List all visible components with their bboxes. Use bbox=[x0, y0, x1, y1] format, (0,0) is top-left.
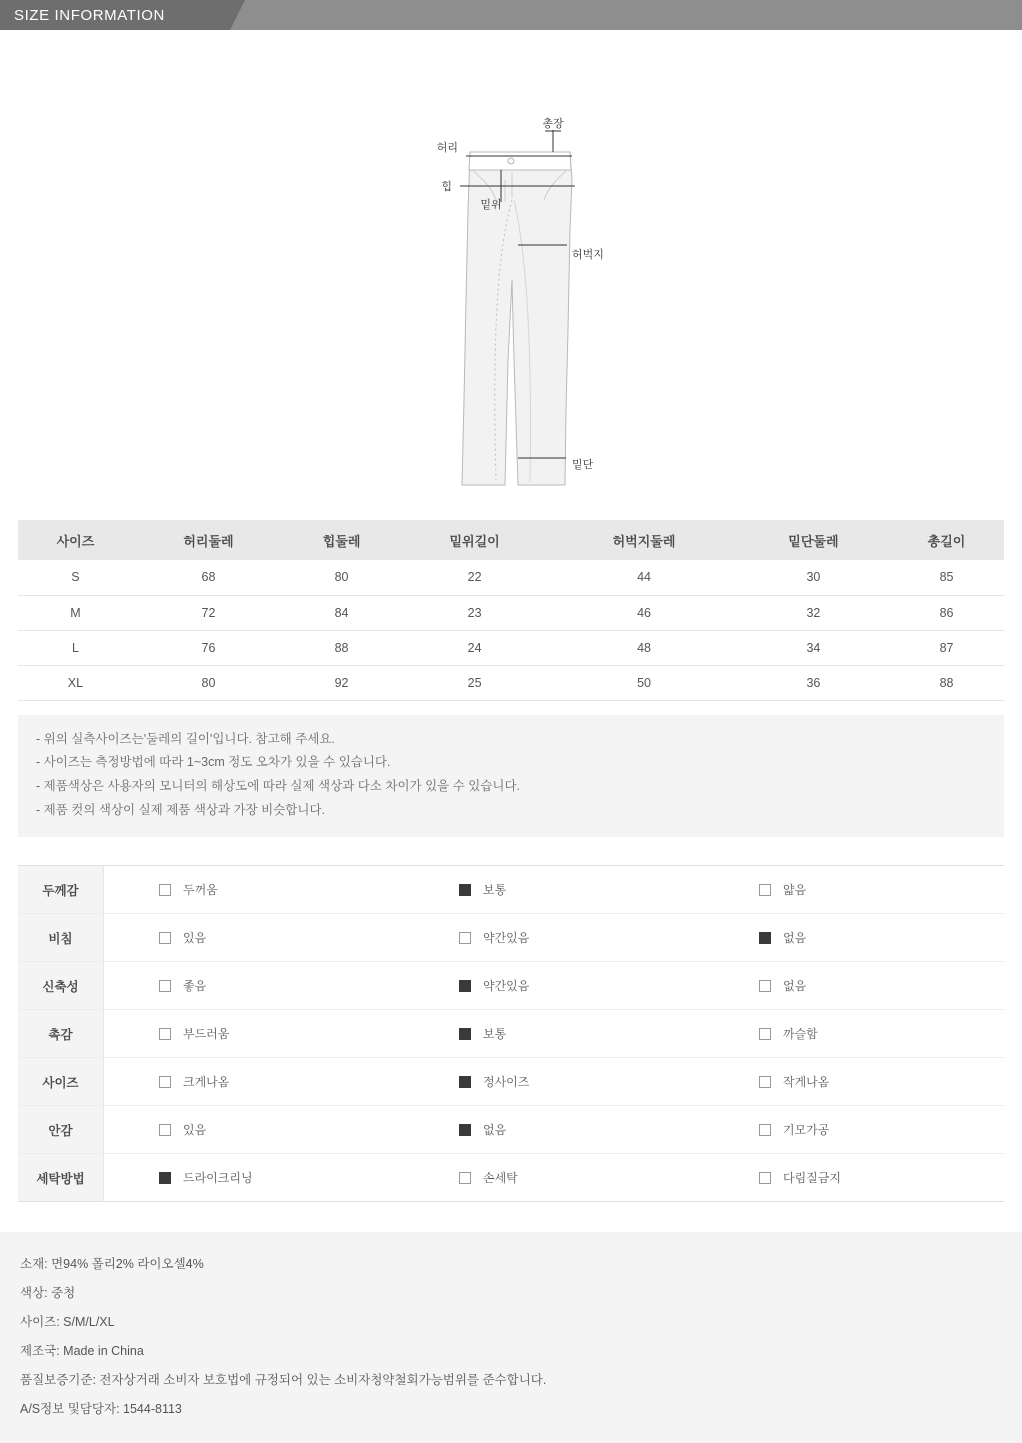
attribute-label: 비침 bbox=[18, 914, 104, 962]
attribute-option[interactable] bbox=[704, 929, 1004, 946]
attribute-option[interactable] bbox=[404, 1025, 704, 1042]
attribute-option[interactable] bbox=[404, 977, 704, 994]
attribute-option[interactable] bbox=[104, 1025, 404, 1042]
table-cell: 30 bbox=[738, 560, 889, 595]
table-cell: 92 bbox=[284, 665, 399, 700]
attribute-option-label: 작게나옴 bbox=[783, 1075, 830, 1089]
checkbox-unchecked-icon[interactable] bbox=[759, 884, 771, 896]
pants-diagram-svg bbox=[0, 30, 1022, 500]
checkbox-checked-icon[interactable] bbox=[459, 1028, 471, 1040]
size-notes bbox=[18, 715, 1004, 838]
table-cell: 32 bbox=[738, 595, 889, 630]
attribute-option-label: 있음 bbox=[183, 1123, 207, 1137]
product-info-line: 사이즈: S/M/L/XL bbox=[20, 1315, 115, 1329]
attribute-row-texture bbox=[18, 1010, 1004, 1058]
attribute-option[interactable] bbox=[704, 881, 1004, 898]
pants-measurement-diagram bbox=[0, 30, 1022, 500]
diagram-label-rise: 밑위 bbox=[480, 199, 502, 211]
table-cell: 80 bbox=[284, 560, 399, 595]
attribute-option[interactable] bbox=[704, 1025, 1004, 1042]
table-cell: 24 bbox=[399, 630, 550, 665]
size-table-header-cell: 허벅지둘레 bbox=[550, 520, 738, 560]
table-cell: 86 bbox=[889, 595, 1004, 630]
attribute-option-label: 까슬함 bbox=[783, 1027, 818, 1041]
table-cell: 87 bbox=[889, 630, 1004, 665]
table-cell: 88 bbox=[284, 630, 399, 665]
attribute-options bbox=[104, 1058, 1005, 1106]
table-cell: 46 bbox=[550, 595, 738, 630]
size-table-header-cell: 밑위길이 bbox=[399, 520, 550, 560]
attribute-row-elasticity bbox=[18, 962, 1004, 1010]
attribute-option[interactable] bbox=[404, 929, 704, 946]
checkbox-unchecked-icon[interactable] bbox=[759, 1028, 771, 1040]
attribute-row-lining bbox=[18, 1106, 1004, 1154]
size-table-header-cell: 밑단둘레 bbox=[738, 520, 889, 560]
attribute-option[interactable] bbox=[404, 1073, 704, 1090]
attribute-option-label: 다림질금지 bbox=[783, 1171, 841, 1185]
attribute-option[interactable] bbox=[104, 1169, 404, 1186]
table-row bbox=[18, 560, 1004, 595]
attribute-options bbox=[104, 962, 1005, 1010]
size-table-header-cell: 총길이 bbox=[889, 520, 1004, 560]
attribute-label: 촉감 bbox=[18, 1010, 104, 1058]
checkbox-unchecked-icon[interactable] bbox=[159, 1028, 171, 1040]
table-cell: M bbox=[18, 595, 133, 630]
attribute-option[interactable] bbox=[404, 1169, 704, 1186]
section-header-bar bbox=[0, 0, 1022, 30]
attribute-option-label: 약간있음 bbox=[483, 931, 530, 945]
table-row bbox=[18, 595, 1004, 630]
table-cell: 44 bbox=[550, 560, 738, 595]
attribute-option-label: 보통 bbox=[483, 1027, 507, 1041]
product-info-line: 품질보증기준: 전자상거래 소비자 보호법에 규정되어 있는 소비자청약철회가능범위를 준수합니다. bbox=[20, 1373, 547, 1387]
checkbox-unchecked-icon[interactable] bbox=[159, 980, 171, 992]
diagram-label-thigh: 허벅지 bbox=[572, 249, 604, 261]
attribute-option-label: 좋음 bbox=[183, 979, 207, 993]
attribute-option-label: 두꺼움 bbox=[183, 883, 218, 897]
checkbox-checked-icon[interactable] bbox=[759, 932, 771, 944]
checkbox-unchecked-icon[interactable] bbox=[459, 1172, 471, 1184]
size-measurement-table bbox=[18, 520, 1004, 701]
attribute-options bbox=[104, 1154, 1005, 1202]
note-line: - 사이즈는 측정방법에 따라 1~3cm 정도 오차가 있을 수 있습니다. bbox=[36, 755, 391, 770]
table-cell: L bbox=[18, 630, 133, 665]
table-cell: 84 bbox=[284, 595, 399, 630]
diagram-label-hem: 밑단 bbox=[572, 459, 594, 471]
checkbox-unchecked-icon[interactable] bbox=[159, 884, 171, 896]
product-info-line: 색상: 중청 bbox=[20, 1286, 76, 1300]
table-cell: 85 bbox=[889, 560, 1004, 595]
checkbox-checked-icon[interactable] bbox=[459, 1124, 471, 1136]
attribute-option[interactable] bbox=[404, 1121, 704, 1138]
product-attributes-table bbox=[18, 865, 1004, 1202]
attribute-option-label: 기모가공 bbox=[783, 1123, 830, 1137]
checkbox-unchecked-icon[interactable] bbox=[159, 1124, 171, 1136]
table-row bbox=[18, 665, 1004, 700]
checkbox-unchecked-icon[interactable] bbox=[159, 932, 171, 944]
attribute-row-size bbox=[18, 1058, 1004, 1106]
checkbox-unchecked-icon[interactable] bbox=[759, 1172, 771, 1184]
attribute-option-label: 있음 bbox=[183, 931, 207, 945]
attribute-label: 신축성 bbox=[18, 962, 104, 1010]
table-cell: 76 bbox=[133, 630, 284, 665]
attribute-options bbox=[104, 914, 1005, 962]
size-table-head bbox=[18, 520, 1004, 560]
attribute-label: 세탁방법 bbox=[18, 1154, 104, 1202]
table-cell: 22 bbox=[399, 560, 550, 595]
checkbox-checked-icon[interactable] bbox=[459, 1076, 471, 1088]
attribute-option[interactable] bbox=[704, 1073, 1004, 1090]
attribute-option-label: 약간있음 bbox=[483, 979, 530, 993]
note-line: - 제품 컷의 색상이 실제 제품 색상과 가장 비슷합니다. bbox=[36, 803, 325, 818]
product-info-line: 제조국: Made in China bbox=[20, 1344, 144, 1358]
checkbox-unchecked-icon[interactable] bbox=[159, 1076, 171, 1088]
size-table-header-cell: 사이즈 bbox=[18, 520, 133, 560]
diagram-label-total-length: 총장 bbox=[542, 118, 564, 130]
checkbox-unchecked-icon[interactable] bbox=[759, 1076, 771, 1088]
table-cell: 80 bbox=[133, 665, 284, 700]
attribute-option-label: 없음 bbox=[783, 931, 807, 945]
attribute-option[interactable] bbox=[404, 881, 704, 898]
attribute-options bbox=[104, 1106, 1005, 1154]
attribute-option[interactable] bbox=[704, 1121, 1004, 1138]
table-cell: XL bbox=[18, 665, 133, 700]
checkbox-checked-icon[interactable] bbox=[159, 1172, 171, 1184]
attribute-option-label: 보통 bbox=[483, 883, 507, 897]
checkbox-unchecked-icon[interactable] bbox=[759, 980, 771, 992]
section-header-tab bbox=[0, 0, 230, 30]
table-cell: 68 bbox=[133, 560, 284, 595]
attribute-option-label: 없음 bbox=[783, 979, 807, 993]
attribute-option[interactable] bbox=[104, 1121, 404, 1138]
diagram-label-hip: 힙 bbox=[441, 181, 452, 193]
table-cell: S bbox=[18, 560, 133, 595]
attribute-row-washing bbox=[18, 1154, 1004, 1202]
note-line: - 위의 실측사이즈는'둘레의 길이'입니다. 참고해 주세요. bbox=[36, 731, 335, 746]
attributes-body bbox=[18, 866, 1004, 1202]
checkbox-unchecked-icon[interactable] bbox=[759, 1124, 771, 1136]
product-info-footer bbox=[0, 1232, 1022, 1443]
diagram-label-waist: 허리 bbox=[436, 142, 458, 154]
checkbox-checked-icon[interactable] bbox=[459, 980, 471, 992]
attribute-option[interactable] bbox=[104, 929, 404, 946]
size-table-body bbox=[18, 560, 1004, 700]
attribute-option[interactable] bbox=[704, 977, 1004, 994]
attribute-options bbox=[104, 866, 1005, 914]
attribute-option-label: 얇음 bbox=[783, 883, 807, 897]
table-row bbox=[18, 630, 1004, 665]
attribute-option-label: 손세탁 bbox=[483, 1171, 518, 1185]
attribute-option[interactable] bbox=[104, 881, 404, 898]
table-cell: 72 bbox=[133, 595, 284, 630]
attribute-row-sheerness bbox=[18, 914, 1004, 962]
product-info-line: A/S정보 및담당자: 1544-8113 bbox=[20, 1402, 182, 1416]
attribute-label: 두께감 bbox=[18, 866, 104, 914]
table-cell: 88 bbox=[889, 665, 1004, 700]
checkbox-unchecked-icon[interactable] bbox=[459, 932, 471, 944]
attribute-option[interactable] bbox=[704, 1169, 1004, 1186]
attribute-option[interactable] bbox=[104, 1073, 404, 1090]
note-line: - 제품색상은 사용자의 모니터의 해상도에 따라 실제 색상과 다소 차이가 있을 수 있습니다. bbox=[36, 779, 521, 794]
size-table-header-cell: 힙둘레 bbox=[284, 520, 399, 560]
table-cell: 25 bbox=[399, 665, 550, 700]
size-table-header-cell: 허리둘레 bbox=[133, 520, 284, 560]
attribute-label: 사이즈 bbox=[18, 1058, 104, 1106]
size-table-header-row bbox=[18, 520, 1004, 560]
attribute-option-label: 부드러움 bbox=[183, 1027, 230, 1041]
table-cell: 34 bbox=[738, 630, 889, 665]
page-title: SIZE INFORMATION bbox=[14, 6, 165, 24]
checkbox-checked-icon[interactable] bbox=[459, 884, 471, 896]
attribute-option-label: 없음 bbox=[483, 1123, 507, 1137]
table-cell: 48 bbox=[550, 630, 738, 665]
attribute-label: 안감 bbox=[18, 1106, 104, 1154]
table-cell: 50 bbox=[550, 665, 738, 700]
attribute-option[interactable] bbox=[104, 977, 404, 994]
product-info-line: 소재: 면94% 폴리2% 라이오셀4% bbox=[20, 1257, 204, 1271]
table-cell: 23 bbox=[399, 595, 550, 630]
table-cell: 36 bbox=[738, 665, 889, 700]
attribute-option-label: 크게나옴 bbox=[183, 1075, 230, 1089]
attribute-options bbox=[104, 1010, 1005, 1058]
attribute-option-label: 드라이크리닝 bbox=[183, 1171, 253, 1185]
attribute-row-thickness bbox=[18, 866, 1004, 914]
attribute-option-label: 정사이즈 bbox=[483, 1075, 530, 1089]
